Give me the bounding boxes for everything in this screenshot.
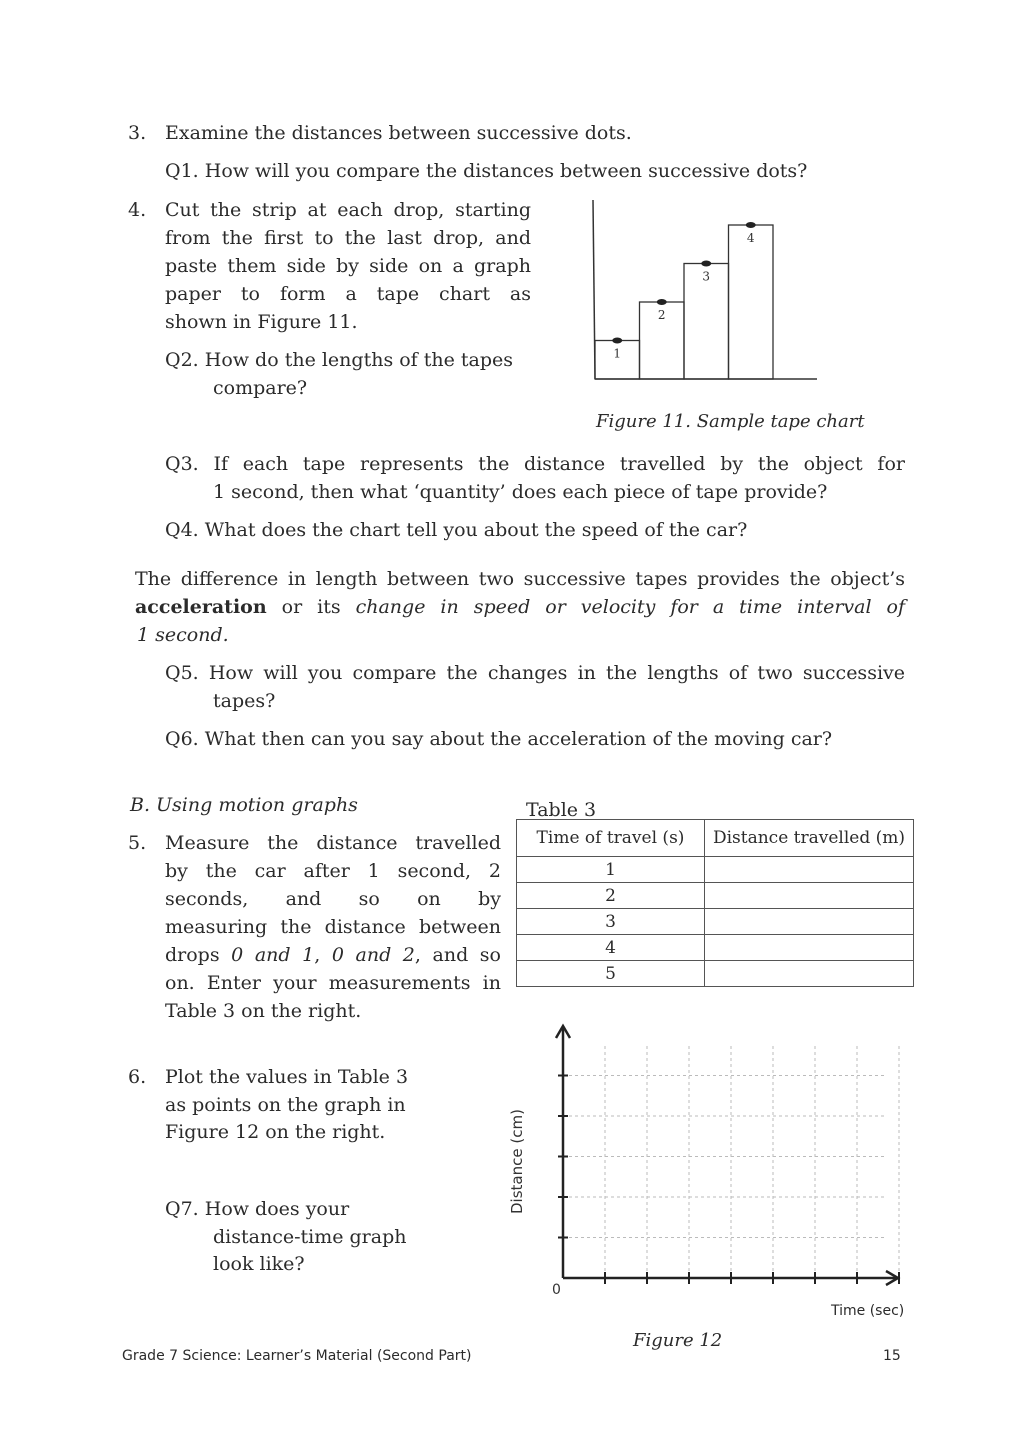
table-cell-distance[interactable]	[705, 857, 914, 883]
table-cell-distance[interactable]	[705, 935, 914, 961]
question-q7-line-1: Q7. How does your	[165, 1198, 350, 1220]
table-cell-time: 5	[517, 961, 705, 987]
definition-line-1: The difference in length between two successive tapes provides the object’s	[135, 568, 905, 590]
figure-11-caption: Figure 11. Sample tape chart	[596, 411, 865, 432]
table-row	[517, 883, 914, 909]
step-4-number: 4.	[128, 199, 147, 221]
table-header-distance: Distance travelled (m)	[705, 820, 914, 857]
tape-4	[729, 225, 774, 379]
table-cell-time: 3	[517, 909, 705, 935]
definition-line-2: acceleration or its change in speed or velocity for a time interval of	[135, 596, 905, 618]
question-q5-line-1: Q5. How will you compare the changes in the lengths of two successive	[165, 662, 905, 684]
section-b-heading: B. Using motion graphs	[130, 794, 358, 816]
footer-title: Grade 7 Science: Learner’s Material (Second Part)	[122, 1348, 472, 1364]
question-q6: Q6. What then can you say about the acceleration of the moving car?	[165, 728, 833, 750]
question-q2-line-1: Q2. How do the lengths of the tapes	[165, 349, 514, 371]
dot-mark-icon	[612, 338, 622, 344]
step-5-line-7: Table 3 on the right.	[165, 1000, 362, 1022]
table-cell-time: 4	[517, 935, 705, 961]
step-3-number: 3.	[128, 122, 147, 144]
step-4-line-1: Cut the strip at each drop, starting	[165, 199, 531, 221]
step-5-number: 5.	[128, 832, 147, 854]
tape-label: 4	[746, 231, 755, 245]
graph-y-label: Distance (cm)	[508, 1109, 526, 1214]
step-4-line-3: paste them side by side on a graph	[165, 255, 531, 277]
step-3-text: Examine the distances between successive dots.	[165, 122, 632, 144]
table-cell-distance[interactable]	[705, 961, 914, 987]
figure-12-graph[interactable]	[500, 1018, 910, 1318]
table-3-title: Table 3	[526, 799, 597, 821]
step-5-line-1: Measure the distance travelled	[165, 832, 501, 854]
step-4-line-5: shown in Figure 11.	[165, 311, 358, 333]
step-5-line-3: seconds, and so on by	[165, 888, 501, 910]
table-header-time: Time of travel (s)	[517, 820, 705, 857]
table-cell-distance[interactable]	[705, 883, 914, 909]
dot-mark-icon	[657, 299, 667, 305]
dot-mark-icon	[701, 261, 711, 267]
table-cell-time: 1	[517, 857, 705, 883]
step-5-line-2: by the car after 1 second, 2	[165, 860, 501, 882]
step-6-number: 6.	[128, 1066, 147, 1088]
figure-12-caption: Figure 12	[633, 1330, 723, 1351]
acceleration-term: acceleration	[135, 596, 267, 618]
question-q2-line-2: compare?	[213, 377, 308, 399]
table-row	[517, 909, 914, 935]
question-q3-line-1: Q3. If each tape represents the distance travelled by the object for	[165, 453, 905, 475]
table-header-row	[517, 820, 914, 857]
question-q1: Q1. How will you compare the distances between successive dots?	[165, 160, 808, 182]
question-q7-line-3: look like?	[213, 1253, 305, 1275]
step-5-line-4: measuring the distance between	[165, 916, 501, 938]
step-4-line-2: from the first to the last drop, and	[165, 227, 531, 249]
table-cell-distance[interactable]	[705, 909, 914, 935]
table-row	[517, 961, 914, 987]
tape-label: 3	[702, 269, 711, 284]
table-3	[516, 819, 914, 987]
tape-label: 2	[657, 308, 666, 322]
question-q4: Q4. What does the chart tell you about the speed of the car?	[165, 519, 748, 541]
step-4-line-4: paper to form a tape chart as	[165, 283, 531, 305]
graph-origin-label: 0	[552, 1282, 561, 1298]
step-6-line-2: as points on the graph in	[165, 1094, 406, 1116]
page-number: 15	[883, 1348, 901, 1364]
table-row	[517, 935, 914, 961]
step-5-line-5: drops 0 and 1, 0 and 2, and so	[165, 944, 501, 966]
figure-11-tape-chart	[585, 195, 825, 390]
tape-label: 1	[613, 346, 622, 361]
step-5-line-6: on. Enter your measurements in	[165, 972, 501, 994]
question-q7-line-2: distance-time graph	[213, 1226, 407, 1248]
table-row	[517, 857, 914, 883]
question-q3-line-2: 1 second, then what ‘quantity’ does each piece of tape provide?	[213, 481, 828, 503]
dot-mark-icon	[746, 222, 756, 228]
question-q5-line-2: tapes?	[213, 690, 276, 712]
graph-x-label: Time (sec)	[831, 1303, 905, 1319]
definition-line-3: 1 second.	[137, 624, 229, 646]
step-6-line-1: Plot the values in Table 3	[165, 1066, 409, 1088]
step-6-line-3: Figure 12 on the right.	[165, 1121, 386, 1143]
table-cell-time: 2	[517, 883, 705, 909]
